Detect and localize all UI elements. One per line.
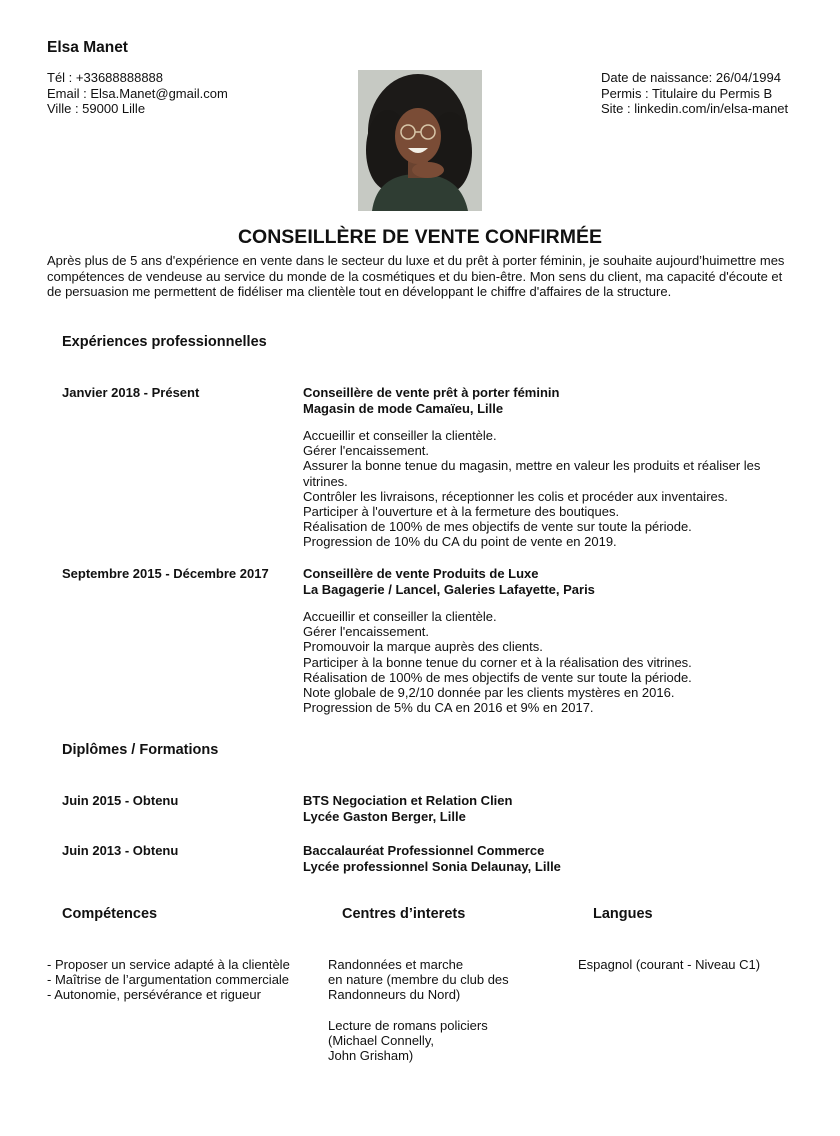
task-item: Progression de 10% du CA du point de vente en 2019. xyxy=(303,534,617,550)
website-link[interactable]: Site : linkedin.com/in/elsa-manet xyxy=(601,101,789,116)
education-degree: Baccalauréat Professionnel Commerce xyxy=(303,843,545,858)
education-school: Lycée professionnel Sonia Delaunay, Lille xyxy=(303,858,561,874)
profile-summary: Après plus de 5 ans d'expérience en vente dans le secteur du luxe et du prêt à porter féminin, je souhaite aujourd’huimettre mes compétences de vendeuse au service du monde de la cosmétiques et du bien-être. Mon sens du client, ma capacité d'écoute et de persuasion me permettent de fidéliser ma clientèle tout en développant le chiffre d'affaires de la structure. xyxy=(47,253,785,299)
skill-item: - Autonomie, persévérance et rigueur xyxy=(47,987,261,1003)
education-date: Juin 2013 - Obtenu xyxy=(62,843,179,858)
task-item: Accueillir et conseiller la clientèle. xyxy=(303,609,497,624)
skill-item: - Proposer un service adapté à la clientèle xyxy=(47,957,290,972)
interest-line: Randonneurs du Nord) xyxy=(328,987,461,1003)
education-block xyxy=(303,843,561,874)
task-item: Progression de 5% du CA en 2016 et 9% en 2017. xyxy=(303,700,594,716)
education-school: Lycée Gaston Berger, Lille xyxy=(303,808,466,824)
task-item: Gérer l'encaissement. xyxy=(303,443,430,459)
experience-tasks xyxy=(303,609,783,715)
birth-date: Date de naissance: 26/04/1994 xyxy=(601,70,781,85)
interest-line: en nature (membre du club des xyxy=(328,972,509,988)
task-item: Accueillir et conseiller la clientèle. xyxy=(303,428,497,443)
profile-photo xyxy=(358,70,482,211)
task-item: Participer à l'ouverture et à la fermeture des boutiques. xyxy=(303,504,620,520)
interest-line: John Grisham) xyxy=(328,1048,414,1064)
skills-heading: Compétences xyxy=(62,906,158,922)
education-block xyxy=(303,793,512,824)
experience-company: Magasin de mode Camaïeu, Lille xyxy=(303,400,504,416)
contact-info-left xyxy=(47,70,228,117)
task-item: Promouvoir la marque auprès des clients. xyxy=(303,639,543,655)
experience-role: Conseillère de vente Produits de Luxe xyxy=(303,566,539,581)
task-item: Réalisation de 100% de mes objectifs de vente sur toute la période. xyxy=(303,669,692,685)
languages-list xyxy=(578,957,760,972)
candidate-name: Elsa Manet xyxy=(47,39,128,56)
experience-role-block xyxy=(303,566,595,597)
language-item: Espagnol (courant - Niveau C1) xyxy=(578,957,761,972)
contact-info-right xyxy=(601,70,788,117)
interest-line: Randonnées et marche xyxy=(328,957,464,972)
skills-list xyxy=(47,957,290,1003)
task-item: Réalisation de 100% de mes objectifs de vente sur toute la période. xyxy=(303,519,692,535)
task-item: Contrôler les livraisons, réceptionner les colis et procéder aux inventaires. xyxy=(303,488,728,504)
task-item: Note globale de 9,2/10 donnée par les clients mystères en 2016. xyxy=(303,685,675,701)
experience-role-block xyxy=(303,385,559,416)
portrait-illustration xyxy=(358,70,482,211)
interests-heading: Centres d’interets xyxy=(342,906,466,922)
interest-group-reading xyxy=(328,1018,488,1064)
experience-date: Janvier 2018 - Présent xyxy=(62,385,200,400)
task-item: Gérer l'encaissement. xyxy=(303,624,430,640)
experience-tasks xyxy=(303,428,783,550)
experience-company: La Bagagerie / Lancel, Galeries Lafayette, Paris xyxy=(303,581,595,597)
driving-license: Permis : Titulaire du Permis B xyxy=(601,85,773,101)
education-date: Juin 2015 - Obtenu xyxy=(62,793,179,808)
city: Ville : 59000 Lille xyxy=(47,101,146,116)
phone: Tél : +33688888888 xyxy=(47,70,164,85)
interest-group-hiking xyxy=(328,957,509,1003)
email: Email : Elsa.Manet@gmail.com xyxy=(47,85,228,101)
interest-line: (Michael Connelly, xyxy=(328,1033,434,1049)
experience-heading: Expériences professionnelles xyxy=(62,334,267,350)
task-item: Participer à la bonne tenue du corner et à la réalisation des vitrines. xyxy=(303,654,692,670)
interest-line: Lecture de romans policiers xyxy=(328,1018,488,1033)
education-heading: Diplômes / Formations xyxy=(62,742,219,758)
job-title: CONSEILLÈRE DE VENTE CONFIRMÉE xyxy=(237,226,603,248)
experience-date: Septembre 2015 - Décembre 2017 xyxy=(62,566,269,581)
experience-role: Conseillère de vente prêt à porter féminin xyxy=(303,385,560,400)
skill-item: - Maîtrise de l’argumentation commerciale xyxy=(47,972,290,988)
task-item: Assurer la bonne tenue du magasin, mettre en valeur les produits et réaliser les vitrines. xyxy=(303,458,761,489)
education-degree: BTS Negociation et Relation Clien xyxy=(303,793,513,808)
languages-heading: Langues xyxy=(593,906,653,922)
